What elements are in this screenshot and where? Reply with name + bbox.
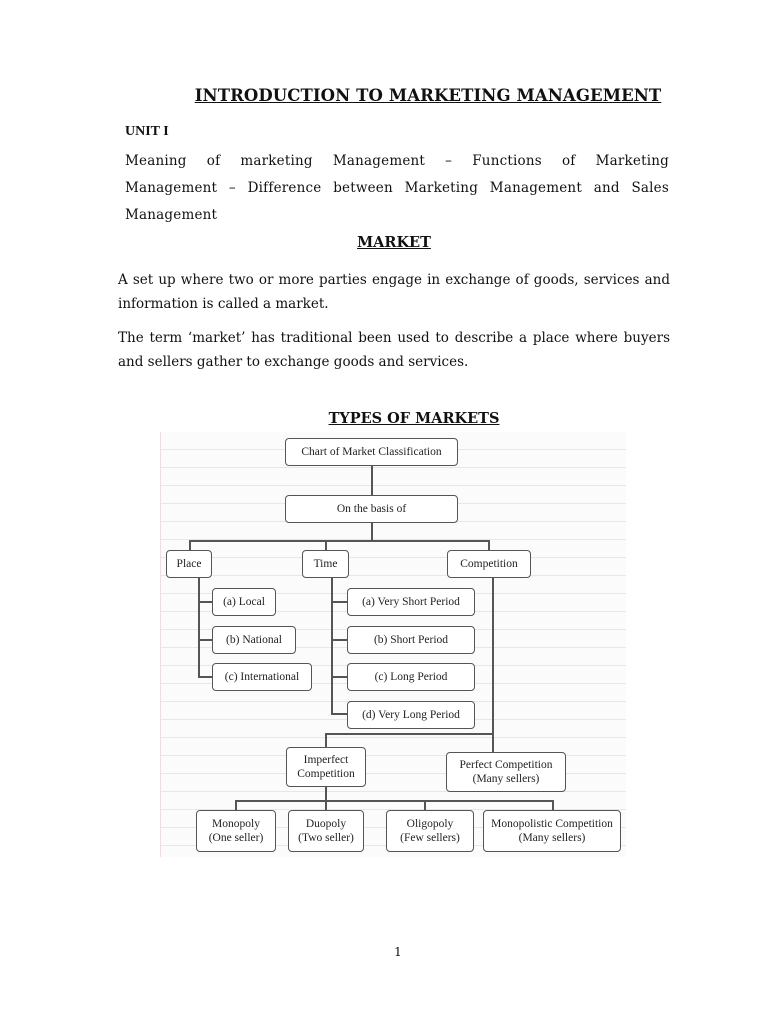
connector-line bbox=[235, 800, 553, 802]
connector-line bbox=[198, 578, 200, 677]
time-very-short-box: (a) Very Short Period bbox=[347, 588, 475, 616]
duopoly-note: (Two seller) bbox=[298, 832, 354, 844]
unit-label: UNIT I bbox=[125, 124, 169, 139]
place-national-box: (b) National bbox=[212, 626, 296, 654]
imperfect-competition-line2: Competition bbox=[297, 768, 355, 780]
time-short-box: (b) Short Period bbox=[347, 626, 475, 654]
place-local-box: (a) Local bbox=[212, 588, 276, 616]
connector-line bbox=[325, 540, 327, 550]
market-term-paragraph: The term ‘market’ has traditional been used to describe a place where buyers and sellers gather to exchange goods and services. bbox=[118, 330, 670, 370]
connector-line bbox=[325, 733, 327, 747]
connector-line bbox=[198, 676, 212, 678]
connector-line bbox=[331, 601, 347, 603]
connector-line bbox=[371, 522, 373, 540]
connector-line bbox=[331, 639, 347, 641]
connector-line bbox=[331, 676, 347, 678]
monopolistic-competition-name: Monopolistic Competition bbox=[491, 818, 613, 830]
market-heading: MARKET bbox=[357, 234, 431, 251]
connector-line bbox=[371, 466, 373, 496]
connector-line bbox=[198, 639, 212, 641]
monopoly-box bbox=[196, 810, 276, 852]
perfect-competition-line1: Perfect Competition bbox=[459, 759, 553, 771]
time-long-box: (c) Long Period bbox=[347, 663, 475, 691]
connector-line bbox=[325, 800, 327, 810]
monopolistic-competition-note: (Many sellers) bbox=[518, 832, 586, 844]
connector-line bbox=[189, 540, 191, 550]
basis-box: On the basis of bbox=[285, 495, 458, 523]
syllabus-text bbox=[125, 148, 669, 229]
connector-line bbox=[492, 733, 494, 752]
connector-line bbox=[331, 578, 333, 713]
monopolistic-competition-box bbox=[483, 810, 621, 852]
connector-line bbox=[331, 713, 347, 715]
chart-root-box: Chart of Market Classification bbox=[285, 438, 458, 466]
connector-line bbox=[552, 800, 554, 810]
syllabus-line-2: Management – Difference between Marketing Management and Sales bbox=[125, 180, 669, 196]
duopoly-box bbox=[288, 810, 364, 852]
connector-line bbox=[189, 540, 489, 542]
place-box: Place bbox=[166, 550, 212, 578]
perfect-competition-line2: (Many sellers) bbox=[472, 773, 540, 785]
monopoly-note: (One seller) bbox=[208, 832, 264, 844]
time-very-long-box: (d) Very Long Period bbox=[347, 701, 475, 729]
place-international-box: (c) International bbox=[212, 663, 312, 691]
page-number: 1 bbox=[394, 945, 402, 959]
competition-box: Competition bbox=[447, 550, 531, 578]
connector-line bbox=[492, 578, 494, 733]
time-box: Time bbox=[302, 550, 349, 578]
monopoly-name: Monopoly bbox=[212, 818, 260, 830]
connector-line bbox=[488, 540, 490, 550]
market-definition-paragraph: A set up where two or more parties engage in exchange of goods, services and information is called a market. bbox=[118, 272, 670, 312]
perfect-competition-box bbox=[446, 752, 566, 792]
document-title: INTRODUCTION TO MARKETING MANAGEMENT bbox=[194, 86, 662, 105]
connector-line bbox=[325, 733, 493, 735]
imperfect-competition-line1: Imperfect bbox=[303, 754, 349, 766]
connector-line bbox=[198, 601, 212, 603]
connector-line bbox=[424, 800, 426, 810]
syllabus-line-1: Meaning of marketing Management – Functions of Marketing bbox=[125, 153, 669, 169]
imperfect-competition-box bbox=[286, 747, 366, 787]
types-of-markets-heading: TYPES OF MARKETS bbox=[328, 410, 500, 427]
syllabus-line-3: Management bbox=[125, 207, 218, 223]
duopoly-name: Duopoly bbox=[305, 818, 347, 830]
oligopoly-name: Oligopoly bbox=[406, 818, 454, 830]
oligopoly-note: (Few sellers) bbox=[400, 832, 460, 844]
connector-line bbox=[235, 800, 237, 810]
connector-line bbox=[325, 786, 327, 800]
oligopoly-box bbox=[386, 810, 474, 852]
